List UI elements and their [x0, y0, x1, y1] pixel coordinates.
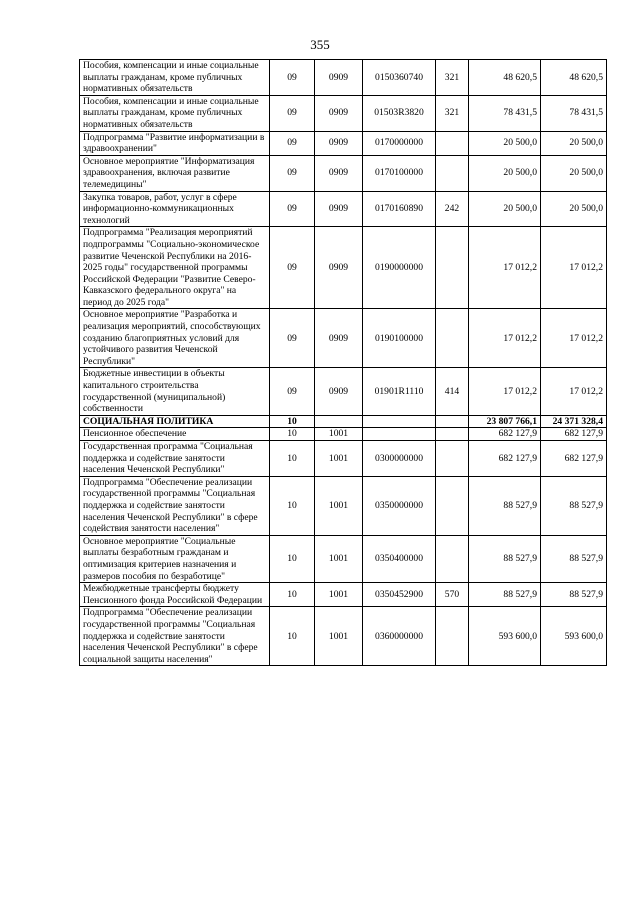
section-code-cell: 09 [270, 155, 315, 191]
expense-type-cell [436, 535, 469, 582]
item-name-cell: Подпрограмма "Обеспечение реализации государственной программы "Социальная поддержка и содействие занятости населения Чеченской Республики" в сфере содействия занятости населения" [80, 476, 270, 535]
amount-year2-cell: 78 431,5 [541, 95, 607, 131]
subsection-code-cell: 0909 [315, 60, 363, 96]
page-number: 355 [310, 37, 330, 52]
amount-year1-cell: 48 620,5 [469, 60, 541, 96]
amount-year1-cell: 17 012,2 [469, 227, 541, 309]
target-article-cell: 0150360740 [363, 60, 436, 96]
item-name-cell: Пособия, компенсации и иные социальные выплаты гражданам, кроме публичных нормативных обязательств [80, 60, 270, 96]
item-name-cell: Закупка товаров, работ, услуг в сфере информационно-коммуникационных технологий [80, 191, 270, 227]
subsection-code-cell: 1001 [315, 583, 363, 607]
amount-year2-cell: 20 500,0 [541, 155, 607, 191]
table-row [80, 607, 607, 666]
amount-year1-cell: 20 500,0 [469, 155, 541, 191]
section-code-cell: 10 [270, 441, 315, 477]
amount-year2-cell: 17 012,2 [541, 227, 607, 309]
expense-type-cell [436, 476, 469, 535]
expense-type-cell: 570 [436, 583, 469, 607]
amount-year1-cell: 78 431,5 [469, 95, 541, 131]
budget-table [79, 59, 607, 666]
table-row [80, 368, 607, 415]
amount-year1-cell: 17 012,2 [469, 309, 541, 368]
section-code-cell: 09 [270, 131, 315, 155]
item-name-cell: Основное мероприятие "Информатизация здравоохранения, включая развитие телемедицины" [80, 155, 270, 191]
target-article-cell: 01901R1110 [363, 368, 436, 415]
target-article-cell: 01503R3820 [363, 95, 436, 131]
subsection-code-cell [315, 415, 363, 428]
section-code-cell: 10 [270, 476, 315, 535]
amount-year1-cell: 88 527,9 [469, 583, 541, 607]
section-code-cell: 09 [270, 95, 315, 131]
expense-type-cell [436, 607, 469, 666]
item-name-cell: Пенсионное обеспечение [80, 428, 270, 441]
item-name-cell: Подпрограмма "Обеспечение реализации государственной программы "Социальная поддержка и содействие занятости населения Чеченской Республики" в сфере социальной защиты населения" [80, 607, 270, 666]
item-name-cell: Подпрограмма "Реализация мероприятий подпрограммы "Социально-экономическое развитие Чеченской Республики на 2016-2025 годы" государственной программы Российской Федерации "Развитие Северо-Кавказского федерального округа" на период до 2025 года" [80, 227, 270, 309]
amount-year2-cell: 682 127,9 [541, 428, 607, 441]
amount-year1-cell: 23 807 766,1 [469, 415, 541, 428]
amount-year2-cell: 88 527,9 [541, 535, 607, 582]
subsection-code-cell: 1001 [315, 441, 363, 477]
table-row [80, 227, 607, 309]
amount-year2-cell: 593 600,0 [541, 607, 607, 666]
expense-type-cell [436, 155, 469, 191]
amount-year1-cell: 88 527,9 [469, 535, 541, 582]
table-row [80, 428, 607, 441]
target-article-cell: 0360000000 [363, 607, 436, 666]
subsection-code-cell: 0909 [315, 368, 363, 415]
amount-year1-cell: 593 600,0 [469, 607, 541, 666]
table-row [80, 415, 607, 428]
section-code-cell: 09 [270, 191, 315, 227]
section-code-cell: 09 [270, 227, 315, 309]
amount-year1-cell: 682 127,9 [469, 428, 541, 441]
amount-year1-cell: 682 127,9 [469, 441, 541, 477]
expense-type-cell [436, 441, 469, 477]
subsection-code-cell: 1001 [315, 535, 363, 582]
subsection-code-cell: 0909 [315, 227, 363, 309]
expense-type-cell [436, 131, 469, 155]
target-article-cell: 0350000000 [363, 476, 436, 535]
amount-year2-cell: 20 500,0 [541, 131, 607, 155]
section-code-cell: 10 [270, 535, 315, 582]
expense-type-cell: 414 [436, 368, 469, 415]
amount-year1-cell: 17 012,2 [469, 368, 541, 415]
amount-year2-cell: 20 500,0 [541, 191, 607, 227]
amount-year2-cell: 17 012,2 [541, 368, 607, 415]
table-row [80, 535, 607, 582]
table-row [80, 95, 607, 131]
table-row [80, 191, 607, 227]
target-article-cell: 0300000000 [363, 441, 436, 477]
amount-year2-cell: 48 620,5 [541, 60, 607, 96]
section-code-cell: 09 [270, 309, 315, 368]
target-article-cell: 0170160890 [363, 191, 436, 227]
table-row [80, 131, 607, 155]
budget-table-body [80, 60, 607, 666]
subsection-code-cell: 0909 [315, 309, 363, 368]
section-code-cell: 10 [270, 607, 315, 666]
target-article-cell: 0190000000 [363, 227, 436, 309]
section-code-cell: 09 [270, 60, 315, 96]
section-code-cell: 10 [270, 583, 315, 607]
item-name-cell: Межбюджетные трансферты бюджету Пенсионного фонда Российской Федерации [80, 583, 270, 607]
amount-year2-cell: 88 527,9 [541, 583, 607, 607]
amount-year1-cell: 20 500,0 [469, 131, 541, 155]
subsection-code-cell: 0909 [315, 131, 363, 155]
target-article-cell: 0350400000 [363, 535, 436, 582]
expense-type-cell: 321 [436, 95, 469, 131]
expense-type-cell [436, 428, 469, 441]
target-article-cell: 0170000000 [363, 131, 436, 155]
table-row [80, 583, 607, 607]
table-row [80, 476, 607, 535]
item-name-cell: Основное мероприятие "Разработка и реализация мероприятий, способствующих созданию благоприятных условий для устойчивого развития Чеченской Республики" [80, 309, 270, 368]
table-row [80, 441, 607, 477]
subsection-code-cell: 0909 [315, 191, 363, 227]
amount-year2-cell: 24 371 328,4 [541, 415, 607, 428]
table-row [80, 309, 607, 368]
target-article-cell [363, 428, 436, 441]
target-article-cell: 0190100000 [363, 309, 436, 368]
subsection-code-cell: 0909 [315, 155, 363, 191]
expense-type-cell [436, 415, 469, 428]
expense-type-cell [436, 309, 469, 368]
section-code-cell: 10 [270, 415, 315, 428]
expense-type-cell [436, 227, 469, 309]
item-name-cell: Государственная программа "Социальная поддержка и содействие занятости населения Чеченской Республики" [80, 441, 270, 477]
item-name-cell: Пособия, компенсации и иные социальные выплаты гражданам, кроме публичных нормативных обязательств [80, 95, 270, 131]
amount-year1-cell: 88 527,9 [469, 476, 541, 535]
amount-year2-cell: 682 127,9 [541, 441, 607, 477]
table-row [80, 155, 607, 191]
target-article-cell [363, 415, 436, 428]
section-code-cell: 10 [270, 428, 315, 441]
item-name-cell: Основное мероприятие "Социальные выплаты безработным гражданам и оптимизация критериев назначения и размеров пособия по безработице" [80, 535, 270, 582]
target-article-cell: 0350452900 [363, 583, 436, 607]
item-name-cell: СОЦИАЛЬНАЯ ПОЛИТИКА [80, 415, 270, 428]
subsection-code-cell: 1001 [315, 476, 363, 535]
target-article-cell: 0170100000 [363, 155, 436, 191]
subsection-code-cell: 1001 [315, 607, 363, 666]
subsection-code-cell: 1001 [315, 428, 363, 441]
section-code-cell: 09 [270, 368, 315, 415]
item-name-cell: Бюджетные инвестиции в объекты капитального строительства государственной (муниципальной) собственности [80, 368, 270, 415]
item-name-cell: Подпрограмма "Развитие информатизации в здравоохранении" [80, 131, 270, 155]
amount-year2-cell: 17 012,2 [541, 309, 607, 368]
expense-type-cell: 242 [436, 191, 469, 227]
subsection-code-cell: 0909 [315, 95, 363, 131]
amount-year2-cell: 88 527,9 [541, 476, 607, 535]
amount-year1-cell: 20 500,0 [469, 191, 541, 227]
expense-type-cell: 321 [436, 60, 469, 96]
table-row [80, 60, 607, 96]
